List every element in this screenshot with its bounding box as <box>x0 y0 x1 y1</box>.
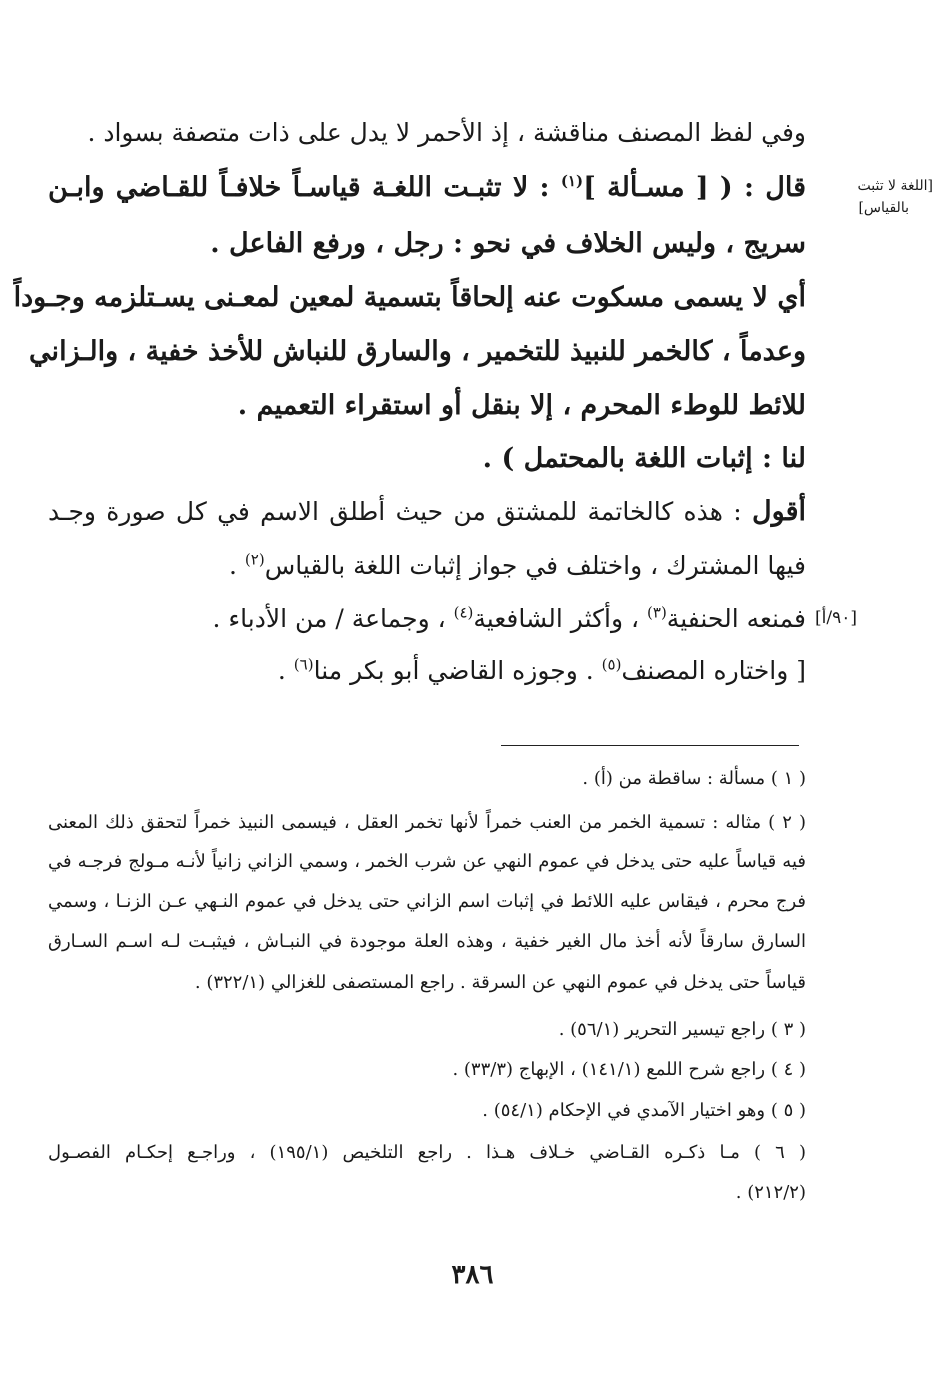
line10-text-b: ، وأكثر الشافعية <box>473 604 648 633</box>
text-line-2 <box>48 172 806 203</box>
footnote-3: ( ٣ ) راجع تيسير التحرير (٥٦/١) . <box>558 1019 806 1040</box>
footnote-5: ( ٥ ) وهو اختيار الآمدي في الإحكام (٥٤/١) . <box>482 1100 806 1121</box>
text-line-1: وفي لفظ المصنف مناقشة ، إذ الأحمر لا يدل على ذات متصفة بسواد . <box>87 118 806 147</box>
commentary-text: : هذه كالخاتمة للمشتق من حيث أطلق الاسم في كل صورة وجـد <box>48 497 753 526</box>
line9-text: فيها المشترك ، واختلف في جواز إثبات اللغة بالقياس <box>264 551 806 580</box>
text-line-9 <box>48 551 806 580</box>
footnote-ref-2: (٢) <box>244 550 265 569</box>
footnote-6-line-1: ( ٦ ) مـا ذكـره القـاضي خـلاف هـذا . راجع التلخيص (١٩٥/١) ، وراجـع إحكـام الفصـول <box>48 1142 807 1163</box>
footnote-2-line-5: قياساً حتى يدخل في عموم النهي عن السرقة . راجع المستصفى للغزالي (٣٢٢/١) . <box>194 972 806 993</box>
text-line-7: لنا : إثبات اللغة بالمحتمل ) . <box>482 443 806 474</box>
text-line-10 <box>48 604 806 633</box>
footnote-ref-6: (٦) <box>293 655 314 674</box>
text-line-5: وعدماً ، كالخمر للنبيذ للتخمير ، والسارق للنباش للأخذ خفية ، والـزاني <box>29 336 806 367</box>
footnote-2-line-3: فرج محرم ، فيقاس عليه اللائط في إثبات اسم الزاني حتى يدخل في عموم النـهي عـن الزنـا ، وسمي <box>48 891 806 912</box>
footnote-1: ( ١ ) مسألة : ساقطة من (أ) . <box>582 768 806 789</box>
footnote-ref-5: (٥) <box>601 655 622 674</box>
margin-topic-note <box>858 175 934 219</box>
footnote-2-line-2: فيه قياساً عليه حتى يدخل في عموم النهي عن شرب الخمر ، وسمي الزاني زانياً لأنـه مـولج فرجـه في <box>48 851 806 872</box>
margin-folio-note: [٩٠/أ] <box>815 608 857 628</box>
line11-text-c: . <box>277 656 294 685</box>
footnote-ref-4: (٤) <box>453 603 474 622</box>
text-line-8 <box>48 496 806 527</box>
statement-text: : لا تثبـت اللغـة قياسـاً خلافـاً للقـاضي وابـن <box>48 172 561 203</box>
text-line-6: للائط للوطء المحرم ، إلا بنقل أو استقراء التعميم . <box>237 390 806 421</box>
footnote-ref-1: (١) <box>560 172 584 190</box>
margin-topic-line1: [اللغة لا تثبت <box>857 178 933 194</box>
text-line-3: سريج ، وليس الخلاف في نحو : رجل ، ورفع الفاعل . <box>210 228 806 259</box>
page-number: ٣٨٦ <box>451 1260 494 1290</box>
footnote-6-line-2: (٢١٢/٢) . <box>735 1182 806 1203</box>
footnote-4: ( ٤ ) راجع شرح اللمع (١٤١/١) ، الإبهاج (٣٣/٣) . <box>452 1059 806 1080</box>
statement-opening: قال : ( [ مسـألة ] <box>583 172 806 203</box>
footnote-2-line-1: ( ٢ ) مثاله : تسمية الخمر من العنب خمراً لأنها تخمر العقل ، فيسمى النبيذ خمراً لتحقق ذلك المعنى <box>48 812 807 833</box>
line11-text-a: [ واختاره المصنف <box>621 656 806 685</box>
line9-end: . <box>229 551 245 580</box>
text-line-11 <box>48 656 806 685</box>
line11-text-b: . وجوزه القاضي أبو بكر منا <box>313 656 602 685</box>
line10-text-a: فمنعه الحنفية <box>666 604 806 633</box>
line10-text-c: ، وجماعة / من الأدباء . <box>212 604 454 633</box>
text-line-4: أي لا يسمى مسكوت عنه إلحاقاً بتسمية لمعين لمعـنى يسـتلزمه وجـوداً <box>13 282 806 313</box>
footnote-separator <box>501 745 799 746</box>
aqulu-word: أقول <box>752 496 806 527</box>
footnote-ref-3: (٣) <box>647 603 667 622</box>
footnote-2-line-4: السارق سارقاً لأنه أخذ مال الغير خفية ، وهذه العلة موجودة في النبـاش ، فيثبـت لـه اسـم السـارق <box>48 931 806 952</box>
margin-topic-line2: بالقياس] <box>858 200 909 216</box>
